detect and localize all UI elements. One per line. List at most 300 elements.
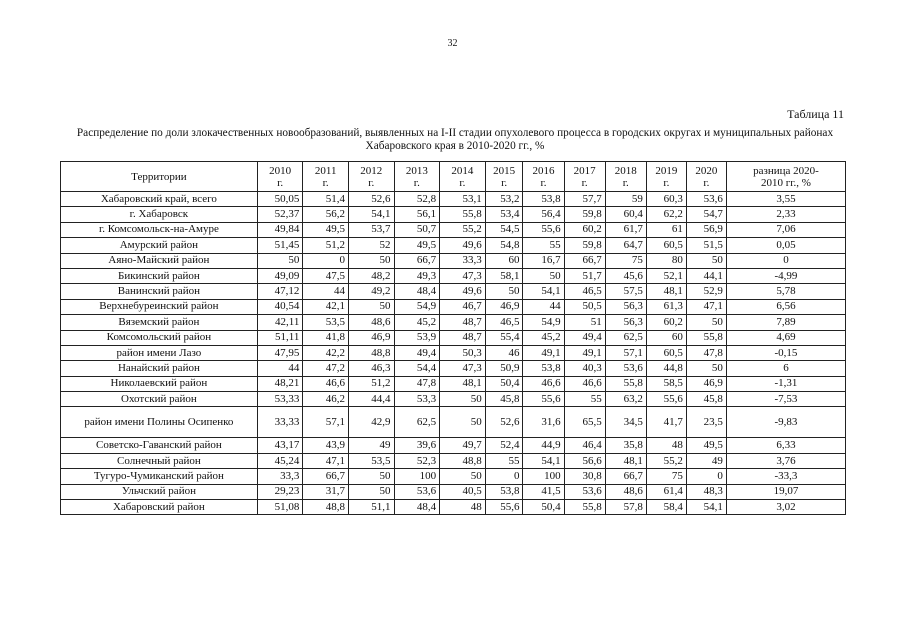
- value-cell: 53,3: [394, 392, 440, 407]
- value-cell: 55,2: [440, 222, 486, 237]
- value-cell: 55: [485, 453, 523, 468]
- value-cell: 31,6: [523, 407, 564, 438]
- value-cell: 52,6: [485, 407, 523, 438]
- value-cell: 45,6: [605, 268, 646, 283]
- value-cell: 53,6: [394, 484, 440, 499]
- value-cell: 51,7: [564, 268, 605, 283]
- value-cell: 56,9: [686, 222, 726, 237]
- value-cell: 57,5: [605, 284, 646, 299]
- value-cell: 44,4: [348, 392, 394, 407]
- year-label: 2012: [360, 164, 383, 177]
- value-cell: 53,7: [348, 222, 394, 237]
- value-cell: 55,8: [564, 500, 605, 515]
- value-cell: 48,1: [440, 376, 486, 391]
- value-cell: 0: [686, 469, 726, 484]
- value-cell: 51,11: [257, 330, 303, 345]
- value-cell: 50: [440, 407, 486, 438]
- difference-cell: 6,33: [726, 438, 845, 453]
- year-unit: г.: [703, 176, 710, 189]
- table-row: [61, 253, 846, 268]
- value-cell: 53,8: [523, 192, 564, 207]
- value-cell: 60,2: [564, 222, 605, 237]
- difference-cell: -4,99: [726, 268, 845, 283]
- value-cell: 50: [348, 299, 394, 314]
- value-cell: 42,9: [348, 407, 394, 438]
- table-row: [61, 484, 846, 499]
- value-cell: 56,2: [303, 207, 349, 222]
- value-cell: 51,4: [303, 192, 349, 207]
- value-cell: 35,8: [605, 438, 646, 453]
- value-cell: 40,5: [440, 484, 486, 499]
- value-cell: 40,3: [564, 361, 605, 376]
- difference-cell: 4,69: [726, 330, 845, 345]
- value-cell: 55,2: [646, 453, 686, 468]
- territory-column-header: Территории: [61, 162, 258, 192]
- value-cell: 60,2: [646, 315, 686, 330]
- value-cell: 55,6: [523, 222, 564, 237]
- value-cell: 33,33: [257, 407, 303, 438]
- value-cell: 50: [485, 284, 523, 299]
- value-cell: 44: [303, 284, 349, 299]
- value-cell: 55,8: [686, 330, 726, 345]
- value-cell: 48,6: [348, 315, 394, 330]
- value-cell: 53,33: [257, 392, 303, 407]
- value-cell: 49,6: [440, 284, 486, 299]
- value-cell: 49: [348, 438, 394, 453]
- value-cell: 50,4: [523, 500, 564, 515]
- value-cell: 42,1: [303, 299, 349, 314]
- value-cell: 60,3: [646, 192, 686, 207]
- difference-cell: 19,07: [726, 484, 845, 499]
- difference-cell: 6: [726, 361, 845, 376]
- value-cell: 51: [564, 315, 605, 330]
- value-cell: 51,1: [348, 500, 394, 515]
- value-cell: 51,2: [348, 376, 394, 391]
- year-unit: г.: [459, 176, 466, 189]
- year-unit: г.: [368, 176, 375, 189]
- value-cell: 55,6: [523, 392, 564, 407]
- value-cell: 45,2: [523, 330, 564, 345]
- value-cell: 75: [605, 253, 646, 268]
- value-cell: 53,1: [440, 192, 486, 207]
- value-cell: 50: [440, 392, 486, 407]
- value-cell: 55: [523, 238, 564, 253]
- value-cell: 59: [605, 192, 646, 207]
- year-label: 2016: [532, 164, 555, 177]
- value-cell: 52,37: [257, 207, 303, 222]
- value-cell: 66,7: [303, 469, 349, 484]
- difference-cell: 3,55: [726, 192, 845, 207]
- value-cell: 48,7: [440, 330, 486, 345]
- year-unit: г.: [663, 176, 670, 189]
- value-cell: 46,4: [564, 438, 605, 453]
- difference-cell: -1,31: [726, 376, 845, 391]
- year-column-header: [686, 162, 726, 192]
- territory-cell: Верхнебуреинский район: [61, 299, 258, 314]
- value-cell: 53,6: [564, 484, 605, 499]
- value-cell: 48,21: [257, 376, 303, 391]
- value-cell: 47,95: [257, 345, 303, 360]
- year-unit: г.: [277, 176, 284, 189]
- value-cell: 56,3: [605, 315, 646, 330]
- value-cell: 52,4: [485, 438, 523, 453]
- table-row: [61, 453, 846, 468]
- value-cell: 48: [440, 500, 486, 515]
- value-cell: 34,5: [605, 407, 646, 438]
- value-cell: 55,4: [485, 330, 523, 345]
- value-cell: 65,5: [564, 407, 605, 438]
- year-label: 2020: [695, 164, 718, 177]
- value-cell: 48,6: [605, 484, 646, 499]
- difference-cell: -0,15: [726, 345, 845, 360]
- value-cell: 42,11: [257, 315, 303, 330]
- table-row: [61, 268, 846, 283]
- difference-cell: -33,3: [726, 469, 845, 484]
- value-cell: 60: [646, 330, 686, 345]
- value-cell: 52,3: [394, 453, 440, 468]
- difference-header-line: 2010 гг., %: [760, 176, 811, 189]
- value-cell: 53,2: [485, 192, 523, 207]
- value-cell: 75: [646, 469, 686, 484]
- value-cell: 46,6: [303, 376, 349, 391]
- value-cell: 61,4: [646, 484, 686, 499]
- value-cell: 46,9: [348, 330, 394, 345]
- territory-cell: г. Комсомольск-на-Амуре: [61, 222, 258, 237]
- value-cell: 66,7: [564, 253, 605, 268]
- value-cell: 49,09: [257, 268, 303, 283]
- value-cell: 48,8: [303, 500, 349, 515]
- year-unit: г.: [622, 176, 629, 189]
- value-cell: 53,8: [523, 361, 564, 376]
- value-cell: 50: [686, 361, 726, 376]
- year-label: 2018: [614, 164, 637, 177]
- value-cell: 58,4: [646, 500, 686, 515]
- value-cell: 45,8: [686, 392, 726, 407]
- value-cell: 54,4: [394, 361, 440, 376]
- territory-cell: г. Хабаровск: [61, 207, 258, 222]
- territory-cell: Комсомольский район: [61, 330, 258, 345]
- value-cell: 49,5: [686, 438, 726, 453]
- value-cell: 61: [646, 222, 686, 237]
- table-body: [61, 192, 846, 515]
- year-unit: г.: [501, 176, 508, 189]
- value-cell: 54,9: [394, 299, 440, 314]
- value-cell: 49,5: [394, 238, 440, 253]
- year-label: 2011: [314, 164, 337, 177]
- value-cell: 46,9: [485, 299, 523, 314]
- table-row: [61, 330, 846, 345]
- value-cell: 50: [348, 253, 394, 268]
- value-cell: 49,4: [394, 345, 440, 360]
- value-cell: 49,3: [394, 268, 440, 283]
- value-cell: 50,5: [564, 299, 605, 314]
- value-cell: 50,7: [394, 222, 440, 237]
- value-cell: 42,2: [303, 345, 349, 360]
- year-label: 2010: [269, 164, 292, 177]
- value-cell: 47,8: [394, 376, 440, 391]
- statistics-table: [60, 161, 846, 515]
- value-cell: 49,7: [440, 438, 486, 453]
- value-cell: 62,2: [646, 207, 686, 222]
- value-cell: 52,1: [646, 268, 686, 283]
- value-cell: 54,8: [485, 238, 523, 253]
- year-column-header: [303, 162, 349, 192]
- value-cell: 50: [686, 315, 726, 330]
- table-row: [61, 238, 846, 253]
- value-cell: 48,1: [646, 284, 686, 299]
- table-row: [61, 500, 846, 515]
- value-cell: 57,1: [605, 345, 646, 360]
- value-cell: 48,3: [686, 484, 726, 499]
- table-row: [61, 315, 846, 330]
- year-unit: г.: [540, 176, 547, 189]
- value-cell: 53,6: [686, 192, 726, 207]
- value-cell: 46: [485, 345, 523, 360]
- year-column-header: [257, 162, 303, 192]
- value-cell: 52,8: [394, 192, 440, 207]
- year-label: 2017: [573, 164, 596, 177]
- value-cell: 50: [257, 253, 303, 268]
- value-cell: 33,3: [257, 469, 303, 484]
- value-cell: 39,6: [394, 438, 440, 453]
- value-cell: 48,8: [440, 453, 486, 468]
- value-cell: 60: [485, 253, 523, 268]
- value-cell: 50: [440, 469, 486, 484]
- table-label: Таблица 11: [787, 107, 844, 121]
- table-row: [61, 192, 846, 207]
- value-cell: 52: [348, 238, 394, 253]
- value-cell: 46,9: [686, 376, 726, 391]
- value-cell: 48,8: [348, 345, 394, 360]
- value-cell: 46,7: [440, 299, 486, 314]
- value-cell: 50,4: [485, 376, 523, 391]
- value-cell: 52,9: [686, 284, 726, 299]
- value-cell: 51,08: [257, 500, 303, 515]
- value-cell: 66,7: [394, 253, 440, 268]
- value-cell: 48,1: [605, 453, 646, 468]
- value-cell: 49,5: [303, 222, 349, 237]
- value-cell: 44,9: [523, 438, 564, 453]
- value-cell: 56,6: [564, 453, 605, 468]
- value-cell: 16,7: [523, 253, 564, 268]
- year-column-header: [523, 162, 564, 192]
- year-unit: г.: [413, 176, 420, 189]
- year-label: 2015: [493, 164, 516, 177]
- value-cell: 61,3: [646, 299, 686, 314]
- value-cell: 49,2: [348, 284, 394, 299]
- value-cell: 41,5: [523, 484, 564, 499]
- value-cell: 0: [303, 253, 349, 268]
- territory-cell: Нанайский район: [61, 361, 258, 376]
- value-cell: 44,1: [686, 268, 726, 283]
- table-row: [61, 392, 846, 407]
- value-cell: 55,8: [605, 376, 646, 391]
- difference-cell: 6,56: [726, 299, 845, 314]
- territory-cell: район имени Полины Осипенко: [61, 407, 258, 438]
- value-cell: 54,7: [686, 207, 726, 222]
- value-cell: 48,4: [394, 284, 440, 299]
- territory-cell: Николаевский район: [61, 376, 258, 391]
- table-row: [61, 407, 846, 438]
- value-cell: 50: [523, 268, 564, 283]
- territory-cell: Амурский район: [61, 238, 258, 253]
- year-unit: г.: [322, 176, 329, 189]
- value-cell: 49,84: [257, 222, 303, 237]
- value-cell: 49,1: [564, 345, 605, 360]
- value-cell: 47,3: [440, 268, 486, 283]
- value-cell: 43,17: [257, 438, 303, 453]
- table-row: [61, 284, 846, 299]
- value-cell: 46,6: [564, 376, 605, 391]
- value-cell: 58,1: [485, 268, 523, 283]
- year-column-header: [440, 162, 486, 192]
- value-cell: 59,8: [564, 207, 605, 222]
- value-cell: 47,12: [257, 284, 303, 299]
- value-cell: 48: [646, 438, 686, 453]
- difference-header-line: разница 2020-: [753, 164, 819, 177]
- value-cell: 48,4: [394, 500, 440, 515]
- value-cell: 64,7: [605, 238, 646, 253]
- territory-cell: Солнечный район: [61, 453, 258, 468]
- value-cell: 56,3: [605, 299, 646, 314]
- value-cell: 48,7: [440, 315, 486, 330]
- value-cell: 54,5: [485, 222, 523, 237]
- territory-cell: Хабаровский край, всего: [61, 192, 258, 207]
- value-cell: 47,8: [686, 345, 726, 360]
- value-cell: 50,9: [485, 361, 523, 376]
- year-label: 2014: [451, 164, 474, 177]
- value-cell: 51,2: [303, 238, 349, 253]
- value-cell: 55: [564, 392, 605, 407]
- value-cell: 53,5: [303, 315, 349, 330]
- value-cell: 49,4: [564, 330, 605, 345]
- value-cell: 52,6: [348, 192, 394, 207]
- value-cell: 44,8: [646, 361, 686, 376]
- value-cell: 31,7: [303, 484, 349, 499]
- difference-cell: 0: [726, 253, 845, 268]
- value-cell: 50,05: [257, 192, 303, 207]
- table-row: [61, 376, 846, 391]
- difference-cell: 3,76: [726, 453, 845, 468]
- value-cell: 41,8: [303, 330, 349, 345]
- difference-cell: 0,05: [726, 238, 845, 253]
- territory-cell: Ванинский район: [61, 284, 258, 299]
- territory-cell: Тугуро-Чумиканский район: [61, 469, 258, 484]
- value-cell: 46,5: [485, 315, 523, 330]
- territory-cell: Советско-Гаванский район: [61, 438, 258, 453]
- table-row: [61, 361, 846, 376]
- value-cell: 55,8: [440, 207, 486, 222]
- value-cell: 57,1: [303, 407, 349, 438]
- value-cell: 55,6: [485, 500, 523, 515]
- year-column-header: [605, 162, 646, 192]
- value-cell: 53,8: [485, 484, 523, 499]
- value-cell: 47,1: [686, 299, 726, 314]
- value-cell: 60,5: [646, 238, 686, 253]
- year-column-header: [564, 162, 605, 192]
- value-cell: 46,3: [348, 361, 394, 376]
- value-cell: 100: [523, 469, 564, 484]
- year-column-header: [394, 162, 440, 192]
- year-column-header: [485, 162, 523, 192]
- value-cell: 58,5: [646, 376, 686, 391]
- table-row: [61, 222, 846, 237]
- value-cell: 49,1: [523, 345, 564, 360]
- value-cell: 54,1: [348, 207, 394, 222]
- value-cell: 55,6: [646, 392, 686, 407]
- territory-cell: Вяземский район: [61, 315, 258, 330]
- value-cell: 47,2: [303, 361, 349, 376]
- value-cell: 30,8: [564, 469, 605, 484]
- value-cell: 49: [686, 453, 726, 468]
- difference-cell: -9,83: [726, 407, 845, 438]
- value-cell: 50: [348, 484, 394, 499]
- territory-cell: Ульчский район: [61, 484, 258, 499]
- value-cell: 61,7: [605, 222, 646, 237]
- value-cell: 49,6: [440, 238, 486, 253]
- value-cell: 46,5: [564, 284, 605, 299]
- value-cell: 62,5: [605, 330, 646, 345]
- value-cell: 45,2: [394, 315, 440, 330]
- value-cell: 62,5: [394, 407, 440, 438]
- territory-cell: Аяно-Майский район: [61, 253, 258, 268]
- value-cell: 46,2: [303, 392, 349, 407]
- value-cell: 45,8: [485, 392, 523, 407]
- difference-cell: -7,53: [726, 392, 845, 407]
- value-cell: 63,2: [605, 392, 646, 407]
- value-cell: 60,4: [605, 207, 646, 222]
- territory-cell: Охотский район: [61, 392, 258, 407]
- year-label: 2013: [405, 164, 428, 177]
- value-cell: 54,1: [523, 453, 564, 468]
- value-cell: 43,9: [303, 438, 349, 453]
- value-cell: 46,6: [523, 376, 564, 391]
- table-row: [61, 469, 846, 484]
- value-cell: 33,3: [440, 253, 486, 268]
- table-row: [61, 299, 846, 314]
- difference-cell: 2,33: [726, 207, 845, 222]
- value-cell: 57,8: [605, 500, 646, 515]
- difference-column-header: [726, 162, 845, 192]
- value-cell: 48,2: [348, 268, 394, 283]
- value-cell: 54,1: [686, 500, 726, 515]
- table-row: [61, 438, 846, 453]
- value-cell: 66,7: [605, 469, 646, 484]
- value-cell: 40,54: [257, 299, 303, 314]
- value-cell: 23,5: [686, 407, 726, 438]
- territory-cell: Бикинский район: [61, 268, 258, 283]
- difference-cell: 7,89: [726, 315, 845, 330]
- value-cell: 100: [394, 469, 440, 484]
- value-cell: 53,9: [394, 330, 440, 345]
- value-cell: 44: [523, 299, 564, 314]
- value-cell: 50,3: [440, 345, 486, 360]
- value-cell: 56,4: [523, 207, 564, 222]
- table-caption: Распределение по доли злокачественных новообразований, выявленных на I-II стадии опухолевого процесса в городских округах и муниципальных районах Хабаровского края в 2010-2020 гг., %: [76, 127, 834, 152]
- value-cell: 53,5: [348, 453, 394, 468]
- value-cell: 60,5: [646, 345, 686, 360]
- year-unit: г.: [581, 176, 588, 189]
- value-cell: 51,45: [257, 238, 303, 253]
- table-header-row: [61, 162, 846, 192]
- page-number: 32: [447, 38, 458, 49]
- year-column-header: [348, 162, 394, 192]
- table-row: [61, 345, 846, 360]
- value-cell: 51,5: [686, 238, 726, 253]
- year-label: 2019: [655, 164, 678, 177]
- territory-cell: Хабаровский район: [61, 500, 258, 515]
- value-cell: 57,7: [564, 192, 605, 207]
